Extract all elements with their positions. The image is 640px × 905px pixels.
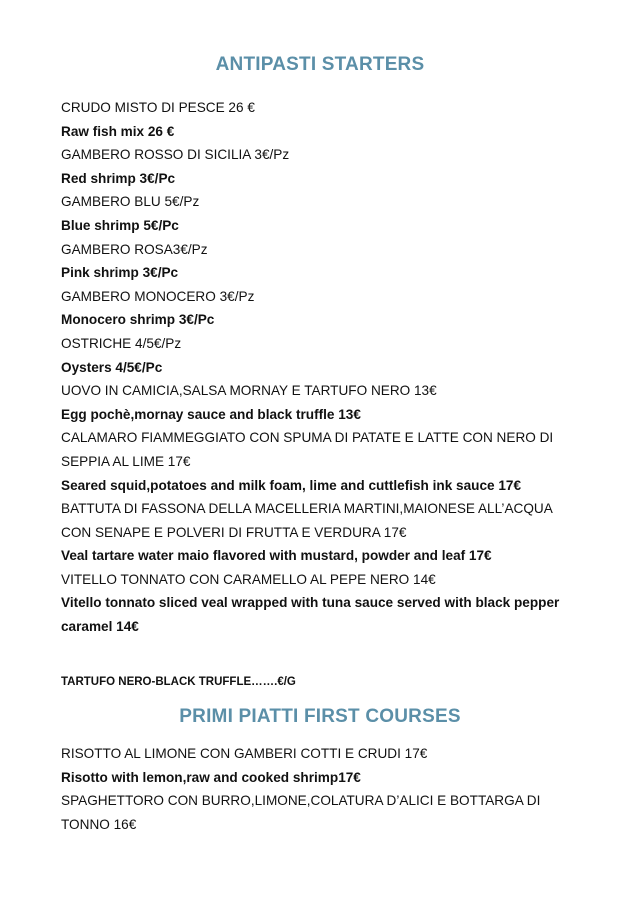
menu-line-en: Veal tartare water maio flavored with mustard, powder and leaf 17€ [61, 548, 492, 564]
menu-line-it: OSTRICHE 4/5€/Pz [61, 335, 182, 351]
menu-line-it: CON SENAPE E POLVERI DI FRUTTA E VERDURA 17€ [61, 524, 407, 540]
menu-line-en: Egg pochè,mornay sauce and black truffle 13€ [61, 406, 361, 422]
menu-line-en: Pink shrimp 3€/Pc [61, 265, 179, 281]
menu-line-en: Seared squid,potatoes and milk foam, lime and cuttlefish ink sauce 17€ [61, 477, 522, 493]
menu-line-it: GAMBERO ROSSO DI SICILIA 3€/Pz [61, 147, 290, 163]
menu-line-it: BATTUTA DI FASSONA DELLA MACELLERIA MARTINI,MAIONESE ALL’ACQUA [61, 501, 553, 517]
truffle-note: TARTUFO NERO-BLACK TRUFFLE…….€/G [61, 676, 296, 688]
menu-line-en: Blue shrimp 5€/Pc [61, 217, 179, 233]
menu-line-it: TONNO 16€ [61, 816, 137, 832]
menu-line-it: GAMBERO MONOCERO 3€/Pz [61, 288, 255, 304]
menu-line-en: Raw fish mix 26 € [61, 123, 175, 139]
menu-line-it: RISOTTO AL LIMONE CON GAMBERI COTTI E CRUDI 17€ [61, 746, 428, 761]
menu-line-en: Red shrimp 3€/Pc [61, 170, 176, 186]
menu-line-en: Vitello tonnato sliced veal wrapped with tuna sauce served with black pepper [61, 595, 560, 611]
menu-line-it: CALAMARO FIAMMEGGIATO CON SPUMA DI PATATE E LATTE CON NERO DI [61, 430, 554, 446]
section-title-antipasti: ANTIPASTI STARTERS [215, 54, 425, 75]
antipasti-list [61, 96, 621, 639]
menu-line-en: Monocero shrimp 3€/Pc [61, 312, 215, 328]
menu-line-it: SPAGHETTORO CON BURRO,LIMONE,COLATURA D’ALICI E BOTTARGA DI [61, 793, 541, 809]
menu-line-it: GAMBERO ROSA3€/Pz [61, 241, 208, 257]
primi-list [61, 742, 621, 836]
section-title-primi: PRIMI PIATTI FIRST COURSES [179, 706, 461, 727]
menu-line-en: Oysters 4/5€/Pc [61, 359, 163, 375]
menu-line-it: SEPPIA AL LIME 17€ [61, 453, 191, 469]
menu-line-it: VITELLO TONNATO CON CARAMELLO AL PEPE NERO 14€ [61, 571, 436, 587]
menu-line-it: UOVO IN CAMICIA,SALSA MORNAY E TARTUFO NERO 13€ [61, 383, 437, 399]
menu-line-it: CRUDO MISTO DI PESCE 26 € [61, 100, 255, 115]
menu-line-en: Risotto with lemon,raw and cooked shrimp17€ [61, 769, 361, 785]
menu-line-it: GAMBERO BLU 5€/Pz [61, 194, 200, 210]
menu-line-en: caramel 14€ [61, 619, 139, 635]
